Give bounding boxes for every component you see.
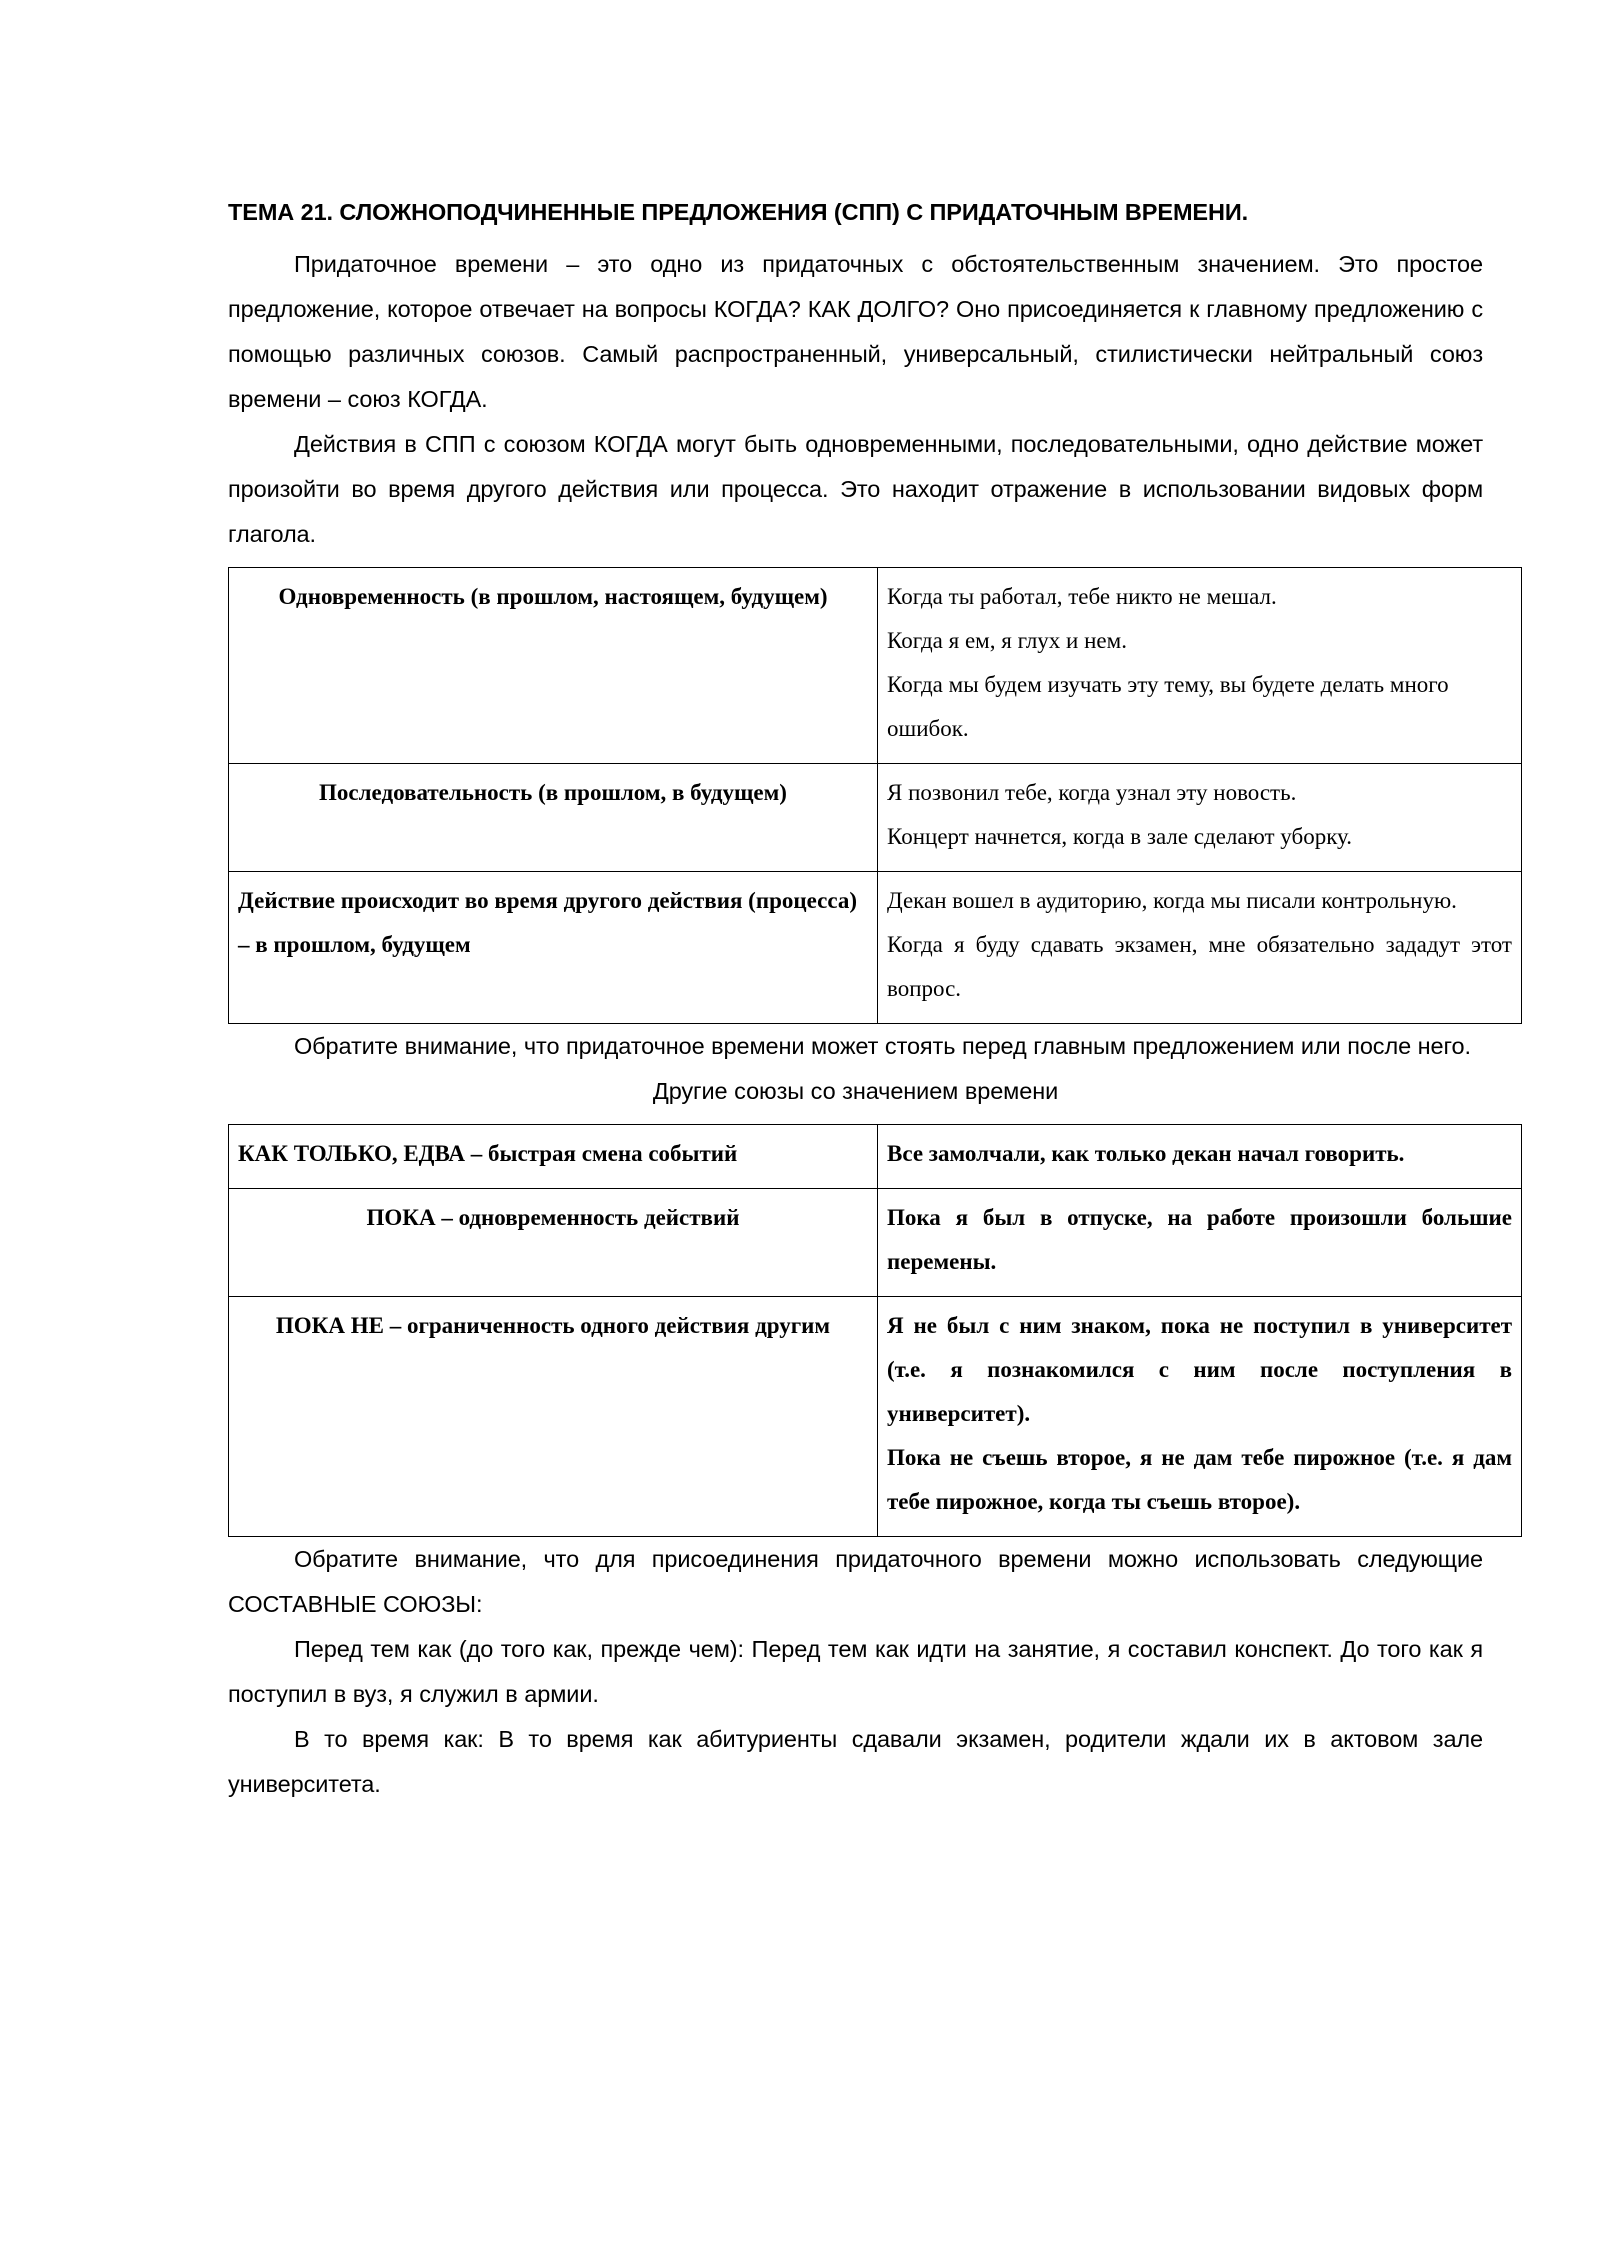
table-row xyxy=(229,764,1522,872)
table-cell-label xyxy=(229,872,878,1024)
table-row xyxy=(229,568,1522,764)
table-cell-label xyxy=(229,1125,878,1189)
paragraph-intro-2: Действия в СПП с союзом КОГДА могут быть одновременными, последовательными, одно действие может произойти во время другого действия или процесса. Это находит отражение в использовании видовых форм глагола. xyxy=(228,431,1483,547)
example-sentence: Я не был с ним знаком, пока не поступил в университет (т.е. я познакомился с ним после поступления в университет). xyxy=(887,1313,1512,1426)
table-cell-label xyxy=(229,1189,878,1297)
table-cell-examples xyxy=(878,1297,1522,1537)
table-row xyxy=(229,1189,1522,1297)
table-cell-label xyxy=(229,568,878,764)
document-body xyxy=(228,196,1512,1807)
table-cell-examples xyxy=(878,1125,1522,1189)
example-sentence: Декан вошел в аудиторию, когда мы писали контрольную. xyxy=(887,888,1457,913)
example-sentence: Когда ты работал, тебе никто не мешал. xyxy=(887,584,1277,609)
table-cell-examples xyxy=(878,568,1522,764)
row-label: ПОКА – одновременность действий xyxy=(366,1205,740,1230)
example-sentence: Пока не съешь второе, я не дам тебе пирожное (т.е. я дам тебе пирожное, когда ты съешь второе). xyxy=(887,1445,1512,1514)
row-label: ПОКА НЕ – ограниченность одного действия другим xyxy=(275,1313,831,1338)
example-sentence: Когда мы будем изучать эту тему, вы будете делать много ошибок. xyxy=(887,672,1449,741)
section-heading-other-conjunctions: Другие союзы со значением времени xyxy=(652,1078,1059,1104)
table-cell-examples xyxy=(878,872,1522,1024)
paragraph-after-table-1: Обратите внимание, что придаточное времени может стоять перед главным предложением или после него. xyxy=(294,1033,1471,1059)
paragraph-compound-2: В то время как: В то время как абитуриенты сдавали экзамен, родители ждали их в актовом зале университета. xyxy=(228,1726,1483,1797)
table-cell-examples xyxy=(878,1189,1522,1297)
example-sentence: Все замолчали, как только декан начал говорить. xyxy=(887,1141,1405,1166)
example-sentence: Пока я был в отпуске, на работе произошли большие перемены. xyxy=(887,1205,1512,1274)
example-sentence: Когда я буду сдавать экзамен, мне обязательно зададут этот вопрос. xyxy=(887,932,1512,1001)
example-sentence: Я позвонил тебе, когда узнал эту новость. xyxy=(887,780,1297,805)
row-label: Одновременность (в прошлом, настоящем, будущем) xyxy=(278,584,828,609)
table-cell-examples xyxy=(878,764,1522,872)
table-other-conjunctions xyxy=(228,1124,1522,1537)
page-title: ТЕМА 21. СЛОЖНОПОДЧИНЕННЫЕ ПРЕДЛОЖЕНИЯ (СПП) С ПРИДАТОЧНЫМ ВРЕМЕНИ. xyxy=(228,199,1249,225)
table-cell-label xyxy=(229,764,878,872)
row-label: КАК ТОЛЬКО, ЕДВА – быстрая смена событий xyxy=(238,1141,738,1166)
paragraph-after-table-2: Обратите внимание, что для присоединения придаточного времени можно использовать следующие СОСТАВНЫЕ СОЮЗЫ: xyxy=(228,1546,1483,1617)
table-row xyxy=(229,872,1522,1024)
paragraph-compound-1: Перед тем как (до того как, прежде чем): Перед тем как идти на занятие, я составил конспект. До того как я поступил в вуз, я служил в армии. xyxy=(228,1636,1483,1707)
table-when-conjunction xyxy=(228,567,1522,1024)
table-cell-label xyxy=(229,1297,878,1537)
table-row xyxy=(229,1297,1522,1537)
spacer xyxy=(228,557,1483,567)
table-row xyxy=(229,1125,1522,1189)
spacer xyxy=(228,1114,1483,1124)
row-label: Действие происходит во время другого действия (процесса) – в прошлом, будущем xyxy=(238,888,857,957)
row-label: Последовательность (в прошлом, в будущем) xyxy=(319,780,787,805)
example-sentence: Когда я ем, я глух и нем. xyxy=(887,628,1127,653)
example-sentence: Концерт начнется, когда в зале сделают уборку. xyxy=(887,824,1352,849)
paragraph-intro-1: Придаточное времени – это одно из придаточных с обстоятельственным значением. Это простое предложение, которое отвечает на вопросы КОГДА? КАК ДОЛГО? Оно присоединяется к главному предложению с помощью различных союзов. Самый распространенный, универсальный, стилистически нейтральный союз времени – союз КОГДА. xyxy=(228,251,1483,412)
